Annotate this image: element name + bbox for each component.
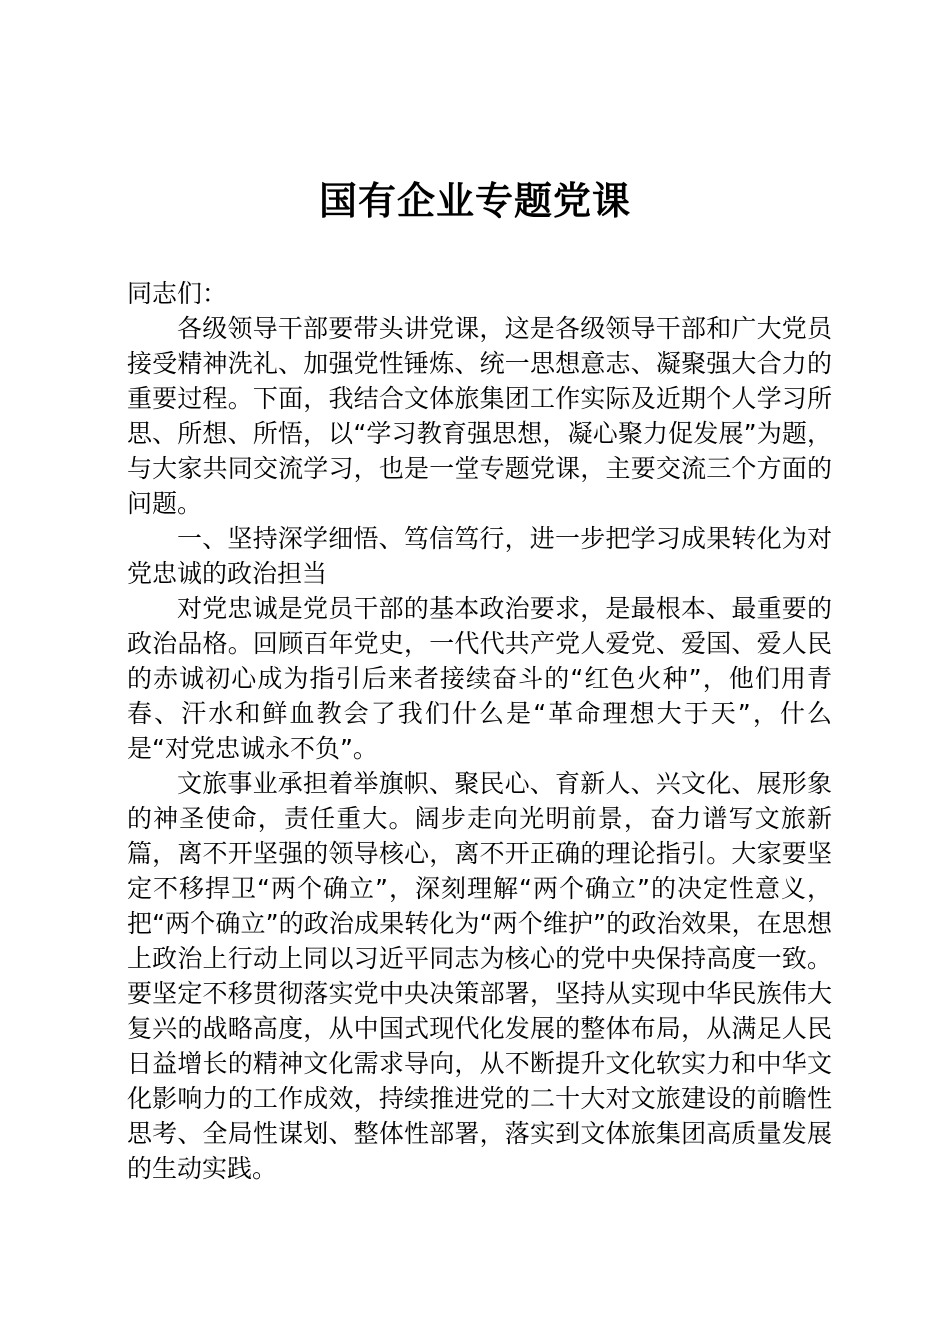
document-title: 国有企业专题党课 — [318, 178, 631, 223]
salutation: 同志们： — [127, 279, 228, 308]
paragraph-culture-tourism: 文旅事业承担着举旗帜、聚民心、育新人、兴文化、展形象的神圣使命，责任重大。阔步走向光明前景，奋力谱写文旅新篇，离不开坚强的领导核心，离不开正确的理论指引。大家要坚定不移捍卫“两个确立”，深刻理解“两个确立”的决定性意义，把“两个确立”的政治成果转化为“两个维护”的政治效果，在思想上政治上行动上同以习近平同志为核心的党中央保持高度一致。要坚定不移贯彻落实党中央决策部署，坚持从实现中华民族伟大复兴的战略高度，从中国式现代化发展的整体布局，从满足人民日益增长的精神文化需求导向，从不断提升文化软实力和中华文化影响力的工作成效，持续推进党的二十大对文旅建设的前瞻性思考、全局性谋划、整体性部署，落实到文体旅集团高质量发展的生动实践。 — [127, 769, 832, 1183]
section-heading-1: 一、坚持深学细悟、笃信笃行，进一步把学习成果转化为对党忠诚的政治担当 — [127, 524, 832, 588]
document-body — [127, 276, 832, 1186]
paragraph-loyalty: 对党忠诚是党员干部的基本政治要求，是最根本、最重要的政治品格。回顾百年党史，一代代共产党人爱党、爱国、爱人民的赤诚初心成为指引后来者接续奋斗的“红色火种”，他们用青春、汗水和鲜血教会了我们什么是“革命理想大于天”，什么是“对党忠诚永不负”。 — [127, 594, 832, 763]
paragraph-intro: 各级领导干部要带头讲党课，这是各级领导干部和广大党员接受精神洗礼、加强党性锤炼、统一思想意志、凝聚强大合力的重要过程。下面，我结合文体旅集团工作实际及近期个人学习所思、所想、所悟，以“学习教育强思想，凝心聚力促发展”为题，与大家共同交流学习，也是一堂专题党课，主要交流三个方面的问题。 — [127, 314, 832, 518]
